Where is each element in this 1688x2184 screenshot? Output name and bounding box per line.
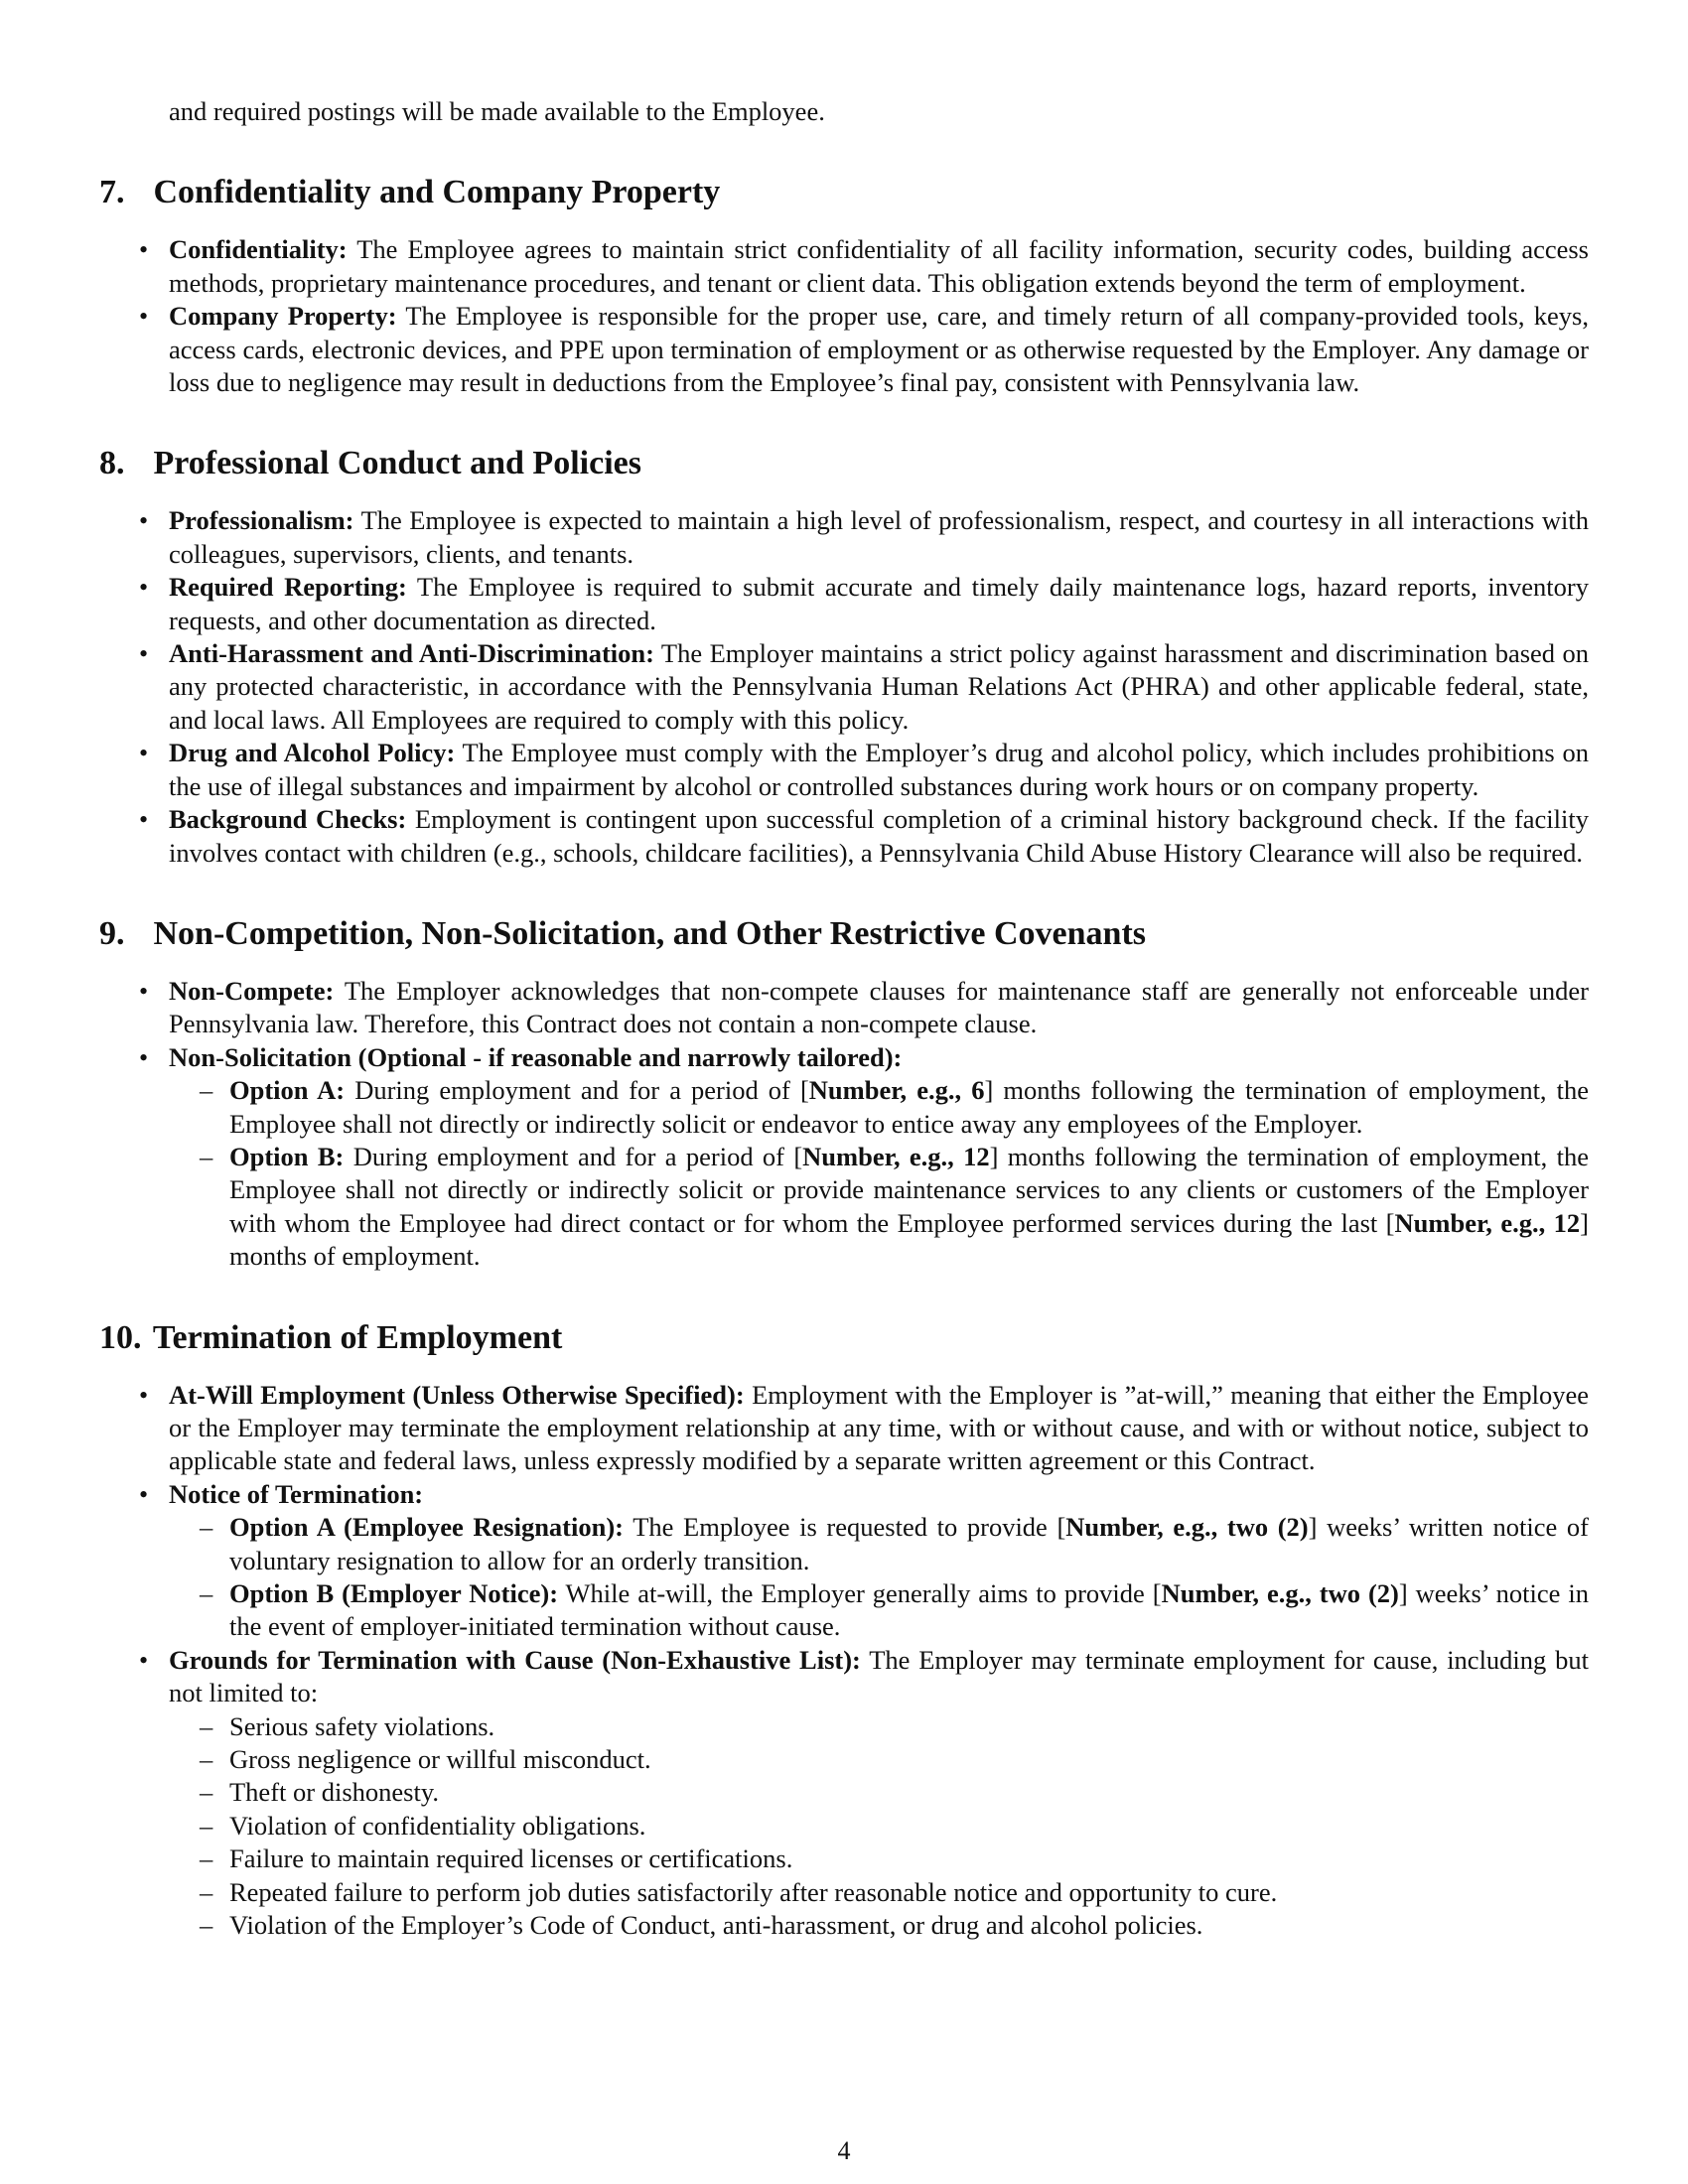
bullet-list [99, 233, 1589, 399]
option-label: Option B: [229, 1141, 345, 1171]
sub-list-item [229, 1577, 1589, 1644]
bullet-list [99, 975, 1589, 1274]
option-text: ] months of employment. [229, 1207, 1589, 1272]
placeholder-field: Number, e.g., two (2) [1065, 1512, 1309, 1543]
item-label: Company Property: [169, 301, 397, 332]
option-text: ] months following the termination of employment, the Employee shall not directly or indirectly solicit or endeavor to entice away any employees of the Employer. [229, 1075, 1590, 1139]
item-label: Non-Solicitation (Optional - if reasonable and narrowly tailored): [169, 1041, 903, 1072]
option-text: ] weeks’ written notice of voluntary resignation to allow for an orderly transition. [229, 1512, 1590, 1575]
section-number: 7. [99, 174, 125, 211]
section-number: 10. [99, 1318, 142, 1356]
option-label: Option B (Employer Notice): [229, 1578, 559, 1608]
continued-paragraph: and required postings will be made available to the Employee. [169, 96, 825, 126]
section-heading [99, 1317, 1589, 1359]
sub-list [169, 1074, 1589, 1273]
section-title: Professional Conduct and Policies [153, 445, 641, 482]
option-text: The Employee is requested to provide [ [633, 1512, 1066, 1543]
item-text: The Employee is responsible for the proper use, care, and timely return of all company-provided tools, keys, access cards, electronic devices, and PPE upon termination of employment or as otherwise requested by the Employer. Any damage or loss due to negligence may result in deductions from the Employee’s final pay, consistent with Pennsylvania law. [169, 301, 1589, 398]
option-label: Option A: [229, 1075, 346, 1106]
page-number: 4 [837, 2136, 851, 2165]
item-label: Confidentiality: [169, 234, 348, 265]
item-text: The Employer acknowledges that non-compete clauses for maintenance staff are generally not enforceable under Pennsylvania law. Therefore, this Contract does not contain a non-compete clause. [169, 975, 1589, 1039]
sub-list-item: – Gross negligence or willful misconduct. [229, 1743, 1589, 1776]
sub-list-item: – Repeated failure to perform job duties satisfactorily after reasonable notice and opportunity to cure. [229, 1876, 1589, 1909]
item-label: At-Will Employment (Unless Otherwise Specified): [169, 1379, 745, 1410]
placeholder-field: Number, e.g., 12 [1394, 1207, 1581, 1238]
item-text: The Employee agrees to maintain strict confidentiality of all facility information, security codes, building access methods, proprietary maintenance procedures, and tenant or client data. This obligation extends beyond the term of employment. [169, 234, 1589, 298]
item-text: The Employee is required to submit accurate and timely daily maintenance logs, hazard reports, inventory requests, and other documentation as directed. [169, 572, 1589, 635]
sub-list-item [229, 1074, 1589, 1141]
option-text: During employment and for a period of [ [354, 1075, 809, 1106]
sub-list-item: – Serious safety violations. [229, 1710, 1589, 1743]
placeholder-field: Number, e.g., two (2) [1161, 1578, 1399, 1608]
list-item [169, 504, 1589, 571]
section-title: Confidentiality and Company Property [153, 174, 721, 211]
option-text: While at-will, the Employer generally aims to provide [ [565, 1578, 1162, 1608]
sub-list-item: – Violation of confidentiality obligations. [229, 1810, 1589, 1843]
item-text: The Employee is expected to maintain a high level of professionalism, respect, and courtesy in all interactions with colleagues, supervisors, clients, and tenants. [169, 505, 1589, 569]
list-item [169, 803, 1589, 870]
item-label: Non-Compete: [169, 975, 335, 1006]
list-item [169, 571, 1589, 637]
item-label: Anti-Harassment and Anti-Discrimination: [169, 638, 654, 669]
list-item [169, 1644, 1589, 1943]
item-text: Employment with the Employer is ”at-will,” meaning that either the Employee or the Employer may terminate the employment relationship at any time, with or without cause, and with or without notice, subject to applicable state and federal laws, unless expressly modified by a separate written agreement or this Contract. [169, 1379, 1590, 1476]
item-label: Grounds for Termination with Cause (Non-Exhaustive List): [169, 1644, 861, 1675]
sub-list-item [229, 1511, 1589, 1577]
placeholder-field: Number, e.g., 12 [802, 1141, 990, 1171]
section-8 [99, 443, 1589, 869]
item-text: The Employee must comply with the Employer’s drug and alcohol policy, which includes prohibitions on the use of illegal substances and impairment by alcohol or controlled substances during work hours or on company property. [169, 738, 1589, 801]
bullet-list [99, 504, 1589, 869]
list-item [169, 737, 1589, 803]
section-9 [99, 913, 1589, 1274]
item-text: The Employer may terminate employment for cause, including but not limited to: [169, 1644, 1589, 1708]
page-content [99, 95, 1589, 1942]
list-item [169, 1478, 1589, 1644]
list-item [169, 975, 1589, 1041]
sub-list-item [229, 1141, 1589, 1274]
list-item [169, 1379, 1589, 1478]
item-label: Notice of Termination: [169, 1478, 424, 1509]
bullet-list [99, 1379, 1589, 1943]
section-heading [99, 172, 1589, 213]
item-label: Background Checks: [169, 804, 407, 835]
option-text: ] months following the termination of employment, the Employee shall not directly or indirectly solicit or provide maintenance services to any clients or customers of the Employer with whom the Employee had direct contact or for whom the Employee performed services during the last [ [229, 1141, 1590, 1238]
list-item [169, 637, 1589, 737]
list-item [169, 300, 1589, 399]
option-label: Option A (Employee Resignation): [229, 1512, 625, 1543]
section-title: Non-Competition, Non-Solicitation, and Other Restrictive Covenants [153, 914, 1146, 952]
section-number: 8. [99, 445, 125, 482]
option-text: During employment and for a period of [ [352, 1141, 803, 1171]
sub-list-item: – Theft or dishonesty. [229, 1776, 1589, 1809]
sub-list-item: – Violation of the Employer’s Code of Conduct, anti-harassment, or drug and alcohol policies. [229, 1909, 1589, 1942]
section-number: 9. [99, 914, 125, 952]
list-item [169, 233, 1589, 300]
section-title: Termination of Employment [152, 1318, 563, 1356]
section-heading [99, 443, 1589, 484]
item-label: Required Reporting: [169, 572, 407, 603]
item-text: The Employer maintains a strict policy against harassment and discrimination based on any protected characteristic, in accordance with the Pennsylvania Human Relations Act (PHRA) and other applicable federal, state, and local laws. All Employees are required to comply with this policy. [169, 638, 1589, 735]
item-label: Professionalism: [169, 505, 354, 536]
sub-list [169, 1511, 1589, 1644]
item-label: Drug and Alcohol Policy: [169, 738, 456, 768]
sub-list [169, 1710, 1589, 1943]
option-text: ] weeks’ notice in the event of employer-initiated termination without cause. [229, 1578, 1589, 1642]
sub-list-item: – Failure to maintain required licenses or certifications. [229, 1843, 1589, 1875]
list-item [169, 1041, 1589, 1274]
section-7 [99, 172, 1589, 399]
section-10 [99, 1317, 1589, 1943]
placeholder-field: Number, e.g., 6 [808, 1075, 985, 1106]
item-text: Employment is contingent upon successful completion of a criminal history background check. If the facility involves contact with children (e.g., schools, childcare facilities), a Pennsylvania Child Abuse History Clearance will also be required. [169, 804, 1590, 868]
section-heading [99, 913, 1589, 955]
